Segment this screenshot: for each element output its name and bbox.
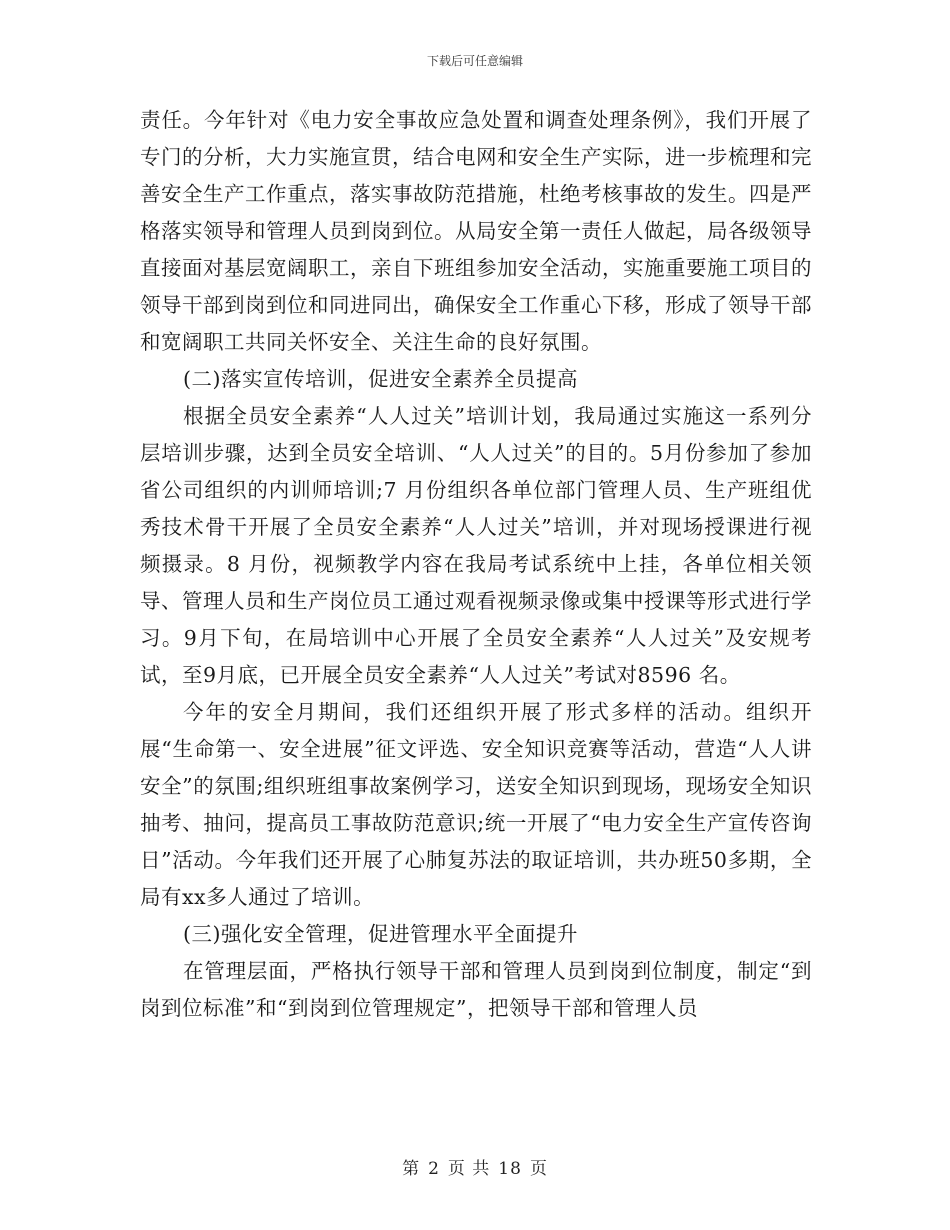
paragraph-safety-month: 今年的安全月期间，我们还组织开展了形式多样的活动。组织开展“生命第一、安全进展”征文评选、安全知识竞赛等活动，营造“人人讲安全”的氛围;组织班组事故案例学习，送安全知识到现场，现场安全知识抽考、抽问，提高员工事故防范意识;统一开展了“电力安全生产宣传咨询日”活动。今年我们还开展了心肺复苏法的取证培训，共办班50多期，全局有xx多人通过了培训。	[140, 700, 812, 909]
paragraph-training: 根据全员安全素养“人人过关”培训计划，我局通过实施这一系列分层培训步骤，达到全员安全培训、“人人过关”的目的。5月份参加了参加省公司组织的内训师培训;7 月份组织各单位部门管理人员、生产班组优秀技术骨干开展了全员安全素养“人人过关”培训，并对现场授课进行视频摄录。8 月份，视频教学内容在我局考试系统中上挂，各单位相关领导、管理人员和生产岗位员工通过观看视频录像或集中授课等形式进行学习。9月下旬，在局培训中心开展了全员安全素养“人人过关”及安规考试，至9月底，已开展全员安全素养“人人过关”考试对8596 名。	[140, 404, 812, 687]
section-heading-2: (二)落实宣传培训，促进安全素养全员提高	[183, 367, 578, 391]
section-heading-3: (三)强化安全管理，促进管理水平全面提升	[183, 922, 578, 946]
page-number: 2	[428, 1159, 440, 1179]
page-total: 18	[498, 1159, 522, 1179]
document-body	[140, 102, 812, 1027]
footer-prefix: 第	[402, 1159, 421, 1179]
page-footer	[0, 1154, 950, 1179]
paragraph-management: 在管理层面，严格执行领导干部和管理人员到岗到位制度，制定“到岗到位标准”和“到岗到位管理规定”，把领导干部和管理人员	[140, 959, 812, 1020]
page-header: 下载后可任意编辑	[426, 54, 523, 68]
footer-middle: 页 共	[447, 1159, 491, 1179]
footer-suffix: 页	[529, 1159, 548, 1179]
paragraph-continuation: 责任。今年针对《电力安全事故应急处置和调查处理条例》，我们开展了专门的分析，大力实施宣贯，结合电网和安全生产实际，进一步梳理和完善安全生产工作重点，落实事故防范措施，杜绝考核事故的发生。四是严格落实领导和管理人员到岗到位。从局安全第一责任人做起，局各级领导直接面对基层宽阔职工，亲自下班组参加安全活动，实施重要施工项目的领导干部到岗到位和同进同出，确保安全工作重心下移，形成了领导干部和宽阔职工共同关怀安全、关注生命的良好氛围。	[140, 108, 812, 354]
